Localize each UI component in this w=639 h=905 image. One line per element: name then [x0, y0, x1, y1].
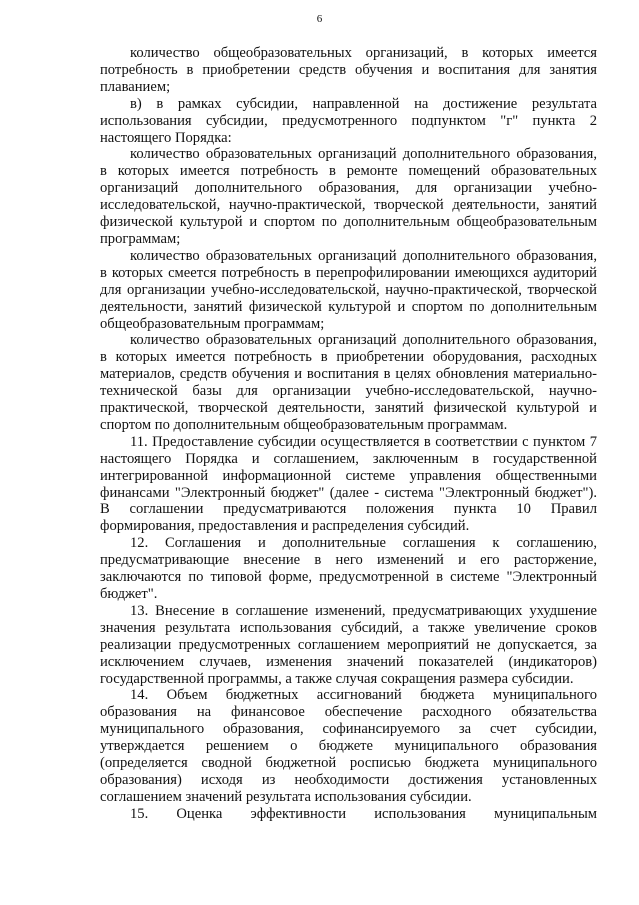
paragraph-equipment: количество образовательных организаций дополнительного образования, в которых имеется потребность в приобретении оборудования, расходных материалов, средств обучения и воспитания в целях обновления материально-технической базы для организации учебно-исследовательской, научно-практической, творческой деятельности, занятий физической культурой и спортом по дополнительным общеобразовательным программам.: [100, 332, 597, 433]
paragraph-repair-premises: количество образовательных организаций дополнительного образования, в которых имеется потребность в ремонте помещений образовательных организаций дополнительного образования, для организации учебно-исследовательской, научно-практической, творческой деятельности, занятий физической культурой и спортом по дополнительным общеобразовательным программам;: [100, 146, 597, 247]
document-body: [100, 45, 597, 823]
paragraph-item-12: 12. Соглашения и дополнительные соглашения к соглашению, предусматривающие внесение в него изменений и его расторжение, заключаются по типовой форме, предусмотренной в системе "Электронный бюджет".: [100, 535, 597, 602]
paragraph-swimming-organizations: количество общеобразовательных организаций, в которых имеется потребность в приобретении средств обучения и воспитания для занятия плаванием;: [100, 45, 597, 95]
paragraph-reprofiling: количество образовательных организаций дополнительного образования, в которых смеется потребность в перепрофилировании имеющихся аудиторий для организации учебно-исследовательской, научно-практической, творческой деятельности, занятий физической культурой и спортом по дополнительным общеобразовательным программам;: [100, 247, 597, 332]
paragraph-item-13: 13. Внесение в соглашение изменений, предусматривающих ухудшение значения результата использования субсидий, а также увеличение сроков реализации предусмотренных соглашением мероприятий не допускается, за исключением случаев, изменения значений показателей (индикаторов) государственной программы, а также случая сокращения размера субсидии.: [100, 602, 597, 687]
paragraph-item-15: 15. Оценка эффективности использования муниципальным: [130, 805, 597, 822]
paragraph-subsidy-v: в) в рамках субсидии, направленной на достижение результата использования субсидии, предусмотренного подпунктом "г" пункта 2 настоящего Порядка:: [100, 95, 597, 146]
paragraph-item-14: 14. Объем бюджетных ассигнований бюджета муниципального образования на финансовое обеспечение расходного обязательства муниципального образования, софинансируемого за счет субсидии, утверждается решением о бюджете муниципального образования (определяется сводной бюджетной росписью бюджета муниципального образования) исходя из необходимости достижения установленных соглашением значений результата использования субсидии.: [100, 687, 597, 805]
paragraph-item-11: 11. Предоставление субсидии осуществляется в соответствии с пунктом 7 настоящего Порядка и соглашением, заключенным в государственной интегрированной информационной системе управления общественными финансами "Электронный бюджет" (далее - система "Электронный бюджет"). В соглашении предусматриваются положения пункта 10 Правил формирования, предоставления и распределения субсидий.: [100, 433, 597, 535]
page-number: 6: [316, 13, 323, 25]
